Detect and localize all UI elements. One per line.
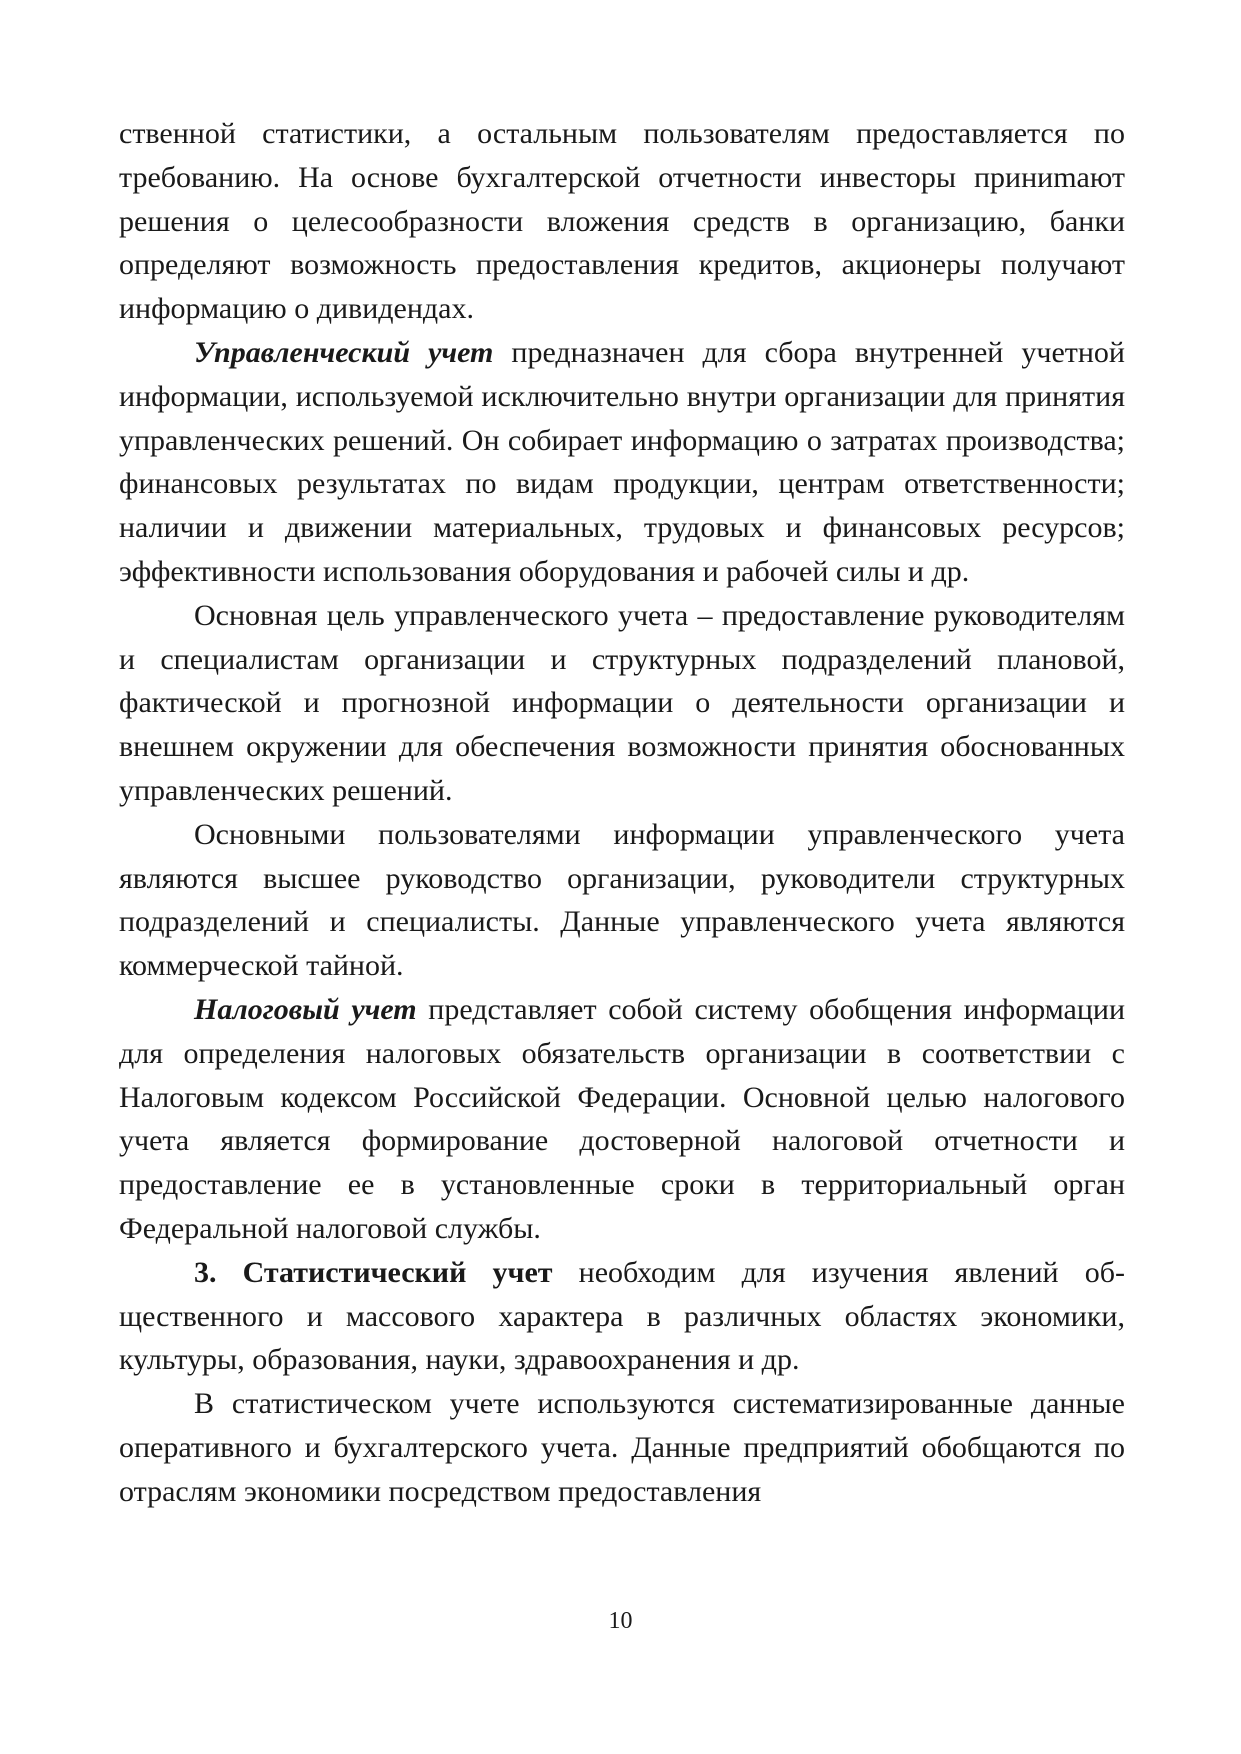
paragraph-statistical-data — [119, 1382, 1125, 1513]
term-tax-accounting: Налоговый учет — [194, 992, 417, 1026]
paragraph-text: предназначен для сбора внутренней учетной информации, используемой исключительно внутри организации для принятия управленческих решений. Он собирает информацию о затратах производства; финансовых результатах по видам продукции, центрам ответственности; наличии и движении материальных, трудовых и финансовых ресурсов; эффективности использования оборудования и рабочей силы и др. — [119, 335, 1125, 588]
paragraph-text: представляет собой систему обобщения информации для определения налоговых обязательств организации в соответствии с Налоговым кодексом Российской Федерации. Основной целью налогового учета является формирование достоверной налоговой отчетности и предоставление ее в установленные сроки в территориальный орган Федеральной налоговой службы. — [119, 992, 1125, 1245]
paragraph-reporting-users — [119, 112, 1125, 331]
paragraph-text: В статистическом учете используются систематизированные данные оперативного и бухгалтерского учета. Данные предприятий обобщаются по отраслям экономики посредством предоставления — [119, 1387, 1125, 1508]
paragraph-tax-accounting — [119, 988, 1125, 1251]
paragraph-management-goal — [119, 594, 1125, 813]
paragraph-text: необходим для изучения явлений общественного и массового характера в различных областях экономики, культуры, образования, науки, здравоохранения и др. — [119, 1255, 1125, 1377]
page-body — [119, 112, 1125, 1514]
paragraph-management-accounting — [119, 331, 1125, 594]
paragraph-text: Основными пользователями информации управленческого учета являются высшее руководство организации, руководители структурных подразделений и специалисты. Данные управленческого учета являются коммерческой тайной. — [119, 817, 1125, 983]
paragraph-management-users — [119, 813, 1125, 988]
term-management-accounting: Управленческий учет — [194, 335, 494, 369]
paragraph-text: Основная цель управленческого учета – предоставление руководителям и специалистам организации и структурных подразделений плановой, фактической и прогнозной информации о деятельности организации и внешнем окружении для обеспечения возможности принятия обоснованных управленческих решений. — [119, 598, 1125, 807]
page-number: 10 — [608, 1608, 633, 1634]
term-statistical-accounting: 3. Статистический учет — [194, 1255, 553, 1289]
paragraph-statistical-accounting — [119, 1251, 1125, 1382]
paragraph-text: ственной статистики, а остальным пользователям предоставляется по требованию. На основе бухгалтерской отчетности инвесторы приниmают решения о целесообразности вложения средств в организацию, банки определяют возможность предоставления кредитов, акционеры получают информацию о дивидендах. — [119, 117, 1125, 326]
